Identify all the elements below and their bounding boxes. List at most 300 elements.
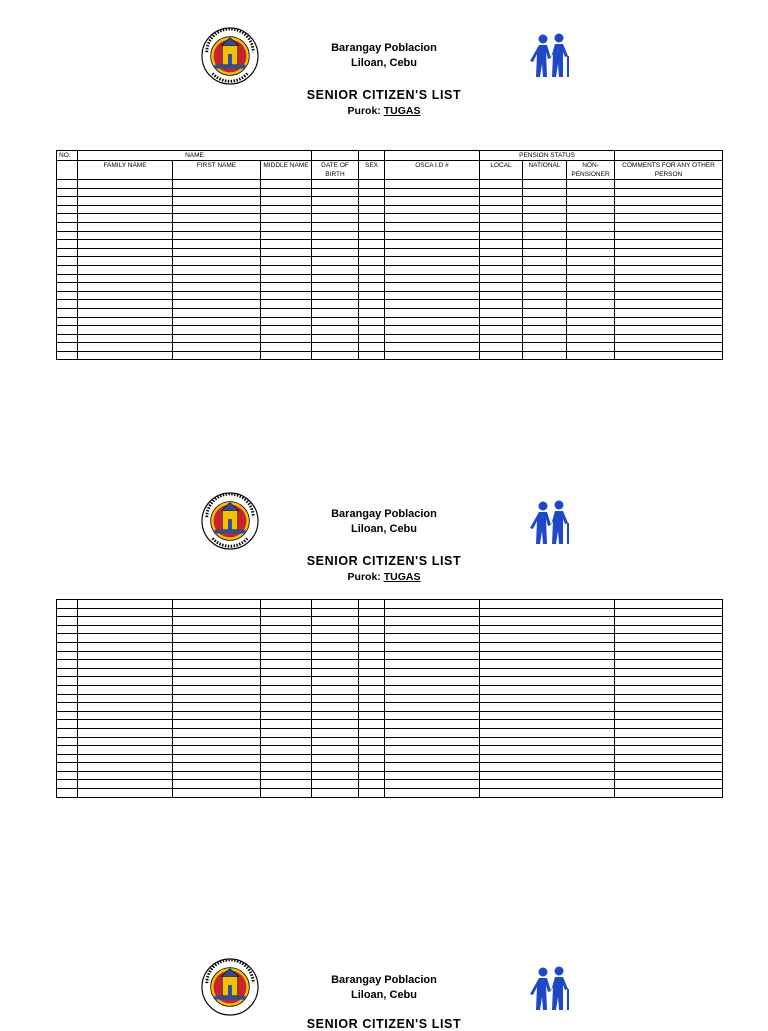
table-cell	[78, 720, 173, 729]
table-cell	[385, 608, 480, 617]
table-cell	[57, 257, 78, 266]
table-row	[57, 780, 723, 789]
table-cell	[173, 343, 261, 352]
table-cell	[173, 222, 261, 231]
table-cell	[78, 780, 173, 789]
table-cell	[261, 188, 312, 197]
table-cell	[57, 625, 78, 634]
table-cell	[312, 789, 359, 798]
table-cell	[312, 737, 359, 746]
table-cell	[173, 642, 261, 651]
table-cell	[261, 668, 312, 677]
table-cell	[615, 265, 723, 274]
table-cell	[359, 180, 385, 189]
table-cell	[567, 197, 615, 206]
table-cell	[312, 188, 359, 197]
table-row	[57, 771, 723, 780]
table-cell	[480, 600, 615, 609]
table-cell	[173, 668, 261, 677]
table-cell	[78, 188, 173, 197]
table-cell	[78, 754, 173, 763]
table-cell	[480, 677, 615, 686]
table-row	[57, 343, 723, 352]
table-cell	[480, 351, 523, 360]
table-cell	[523, 248, 567, 257]
table-cell	[261, 214, 312, 223]
table-cell	[261, 685, 312, 694]
table-cell	[359, 600, 385, 609]
table-row	[57, 694, 723, 703]
table-cell	[261, 694, 312, 703]
table-cell	[359, 257, 385, 266]
table-cell	[523, 214, 567, 223]
table-cell	[480, 617, 615, 626]
table-cell	[173, 617, 261, 626]
table-cell	[523, 343, 567, 352]
table-row	[57, 205, 723, 214]
senior-citizen-table	[56, 150, 723, 360]
table-cell	[359, 214, 385, 223]
table-cell	[57, 334, 78, 343]
table-cell	[261, 651, 312, 660]
table-cell	[173, 737, 261, 746]
header-no: NO.	[57, 151, 78, 161]
table-cell	[173, 728, 261, 737]
table-cell	[385, 283, 480, 292]
purok-value: TUGAS	[383, 105, 421, 117]
table-cell	[57, 222, 78, 231]
table-cell	[261, 197, 312, 206]
barangay-name: Barangay Poblacion	[331, 42, 437, 54]
table-cell	[359, 274, 385, 283]
table-cell	[359, 308, 385, 317]
table-cell	[385, 257, 480, 266]
list-title: SENIOR CITIZEN'S LIST	[306, 1017, 462, 1031]
municipal-seal-icon	[201, 492, 259, 550]
table-cell	[615, 617, 723, 626]
table-cell	[57, 694, 78, 703]
table-cell	[385, 660, 480, 669]
table-cell	[261, 763, 312, 772]
table-cell	[78, 608, 173, 617]
table-cell	[173, 300, 261, 309]
table-cell	[480, 737, 615, 746]
table-cell	[385, 291, 480, 300]
table-cell	[78, 334, 173, 343]
table-cell	[385, 180, 480, 189]
table-cell	[57, 317, 78, 326]
table-cell	[359, 746, 385, 755]
table-cell	[359, 343, 385, 352]
table-cell	[57, 754, 78, 763]
table-cell	[312, 317, 359, 326]
table-cell	[385, 240, 480, 249]
barangay-name: Barangay Poblacion	[331, 974, 437, 986]
table-row	[57, 651, 723, 660]
table-cell	[615, 789, 723, 798]
table-cell	[173, 694, 261, 703]
table-cell	[615, 326, 723, 335]
table-cell	[359, 608, 385, 617]
table-cell	[567, 343, 615, 352]
table-cell	[359, 728, 385, 737]
table-cell	[385, 188, 480, 197]
table-cell	[567, 283, 615, 292]
col-comments: COMMENTS FOR ANY OTHER PERSON	[615, 161, 723, 180]
table-cell	[261, 283, 312, 292]
table-cell	[57, 617, 78, 626]
table-cell	[173, 677, 261, 686]
table-cell	[173, 257, 261, 266]
table-cell	[480, 222, 523, 231]
table-cell	[57, 746, 78, 755]
table-cell	[173, 600, 261, 609]
table-cell	[385, 780, 480, 789]
table-cell	[78, 214, 173, 223]
table-cell	[173, 746, 261, 755]
table-cell	[567, 317, 615, 326]
col-non-pensioner: NON-PENSIONER	[567, 161, 615, 180]
table-cell	[57, 685, 78, 694]
table-cell	[312, 351, 359, 360]
table-cell	[567, 180, 615, 189]
table-cell	[173, 789, 261, 798]
table-cell	[480, 763, 615, 772]
table-cell	[567, 291, 615, 300]
table-row	[57, 291, 723, 300]
table-cell	[78, 291, 173, 300]
table-cell	[615, 317, 723, 326]
table-cell	[312, 197, 359, 206]
table-cell	[385, 634, 480, 643]
table-row	[57, 789, 723, 798]
table-cell	[312, 660, 359, 669]
table-cell	[480, 265, 523, 274]
table-cell	[57, 634, 78, 643]
table-cell	[78, 711, 173, 720]
table-cell	[57, 668, 78, 677]
table-cell	[359, 300, 385, 309]
table-cell	[57, 197, 78, 206]
table-cell	[615, 625, 723, 634]
table-cell	[480, 642, 615, 651]
table-cell	[78, 308, 173, 317]
table-cell	[57, 308, 78, 317]
table-cell	[261, 677, 312, 686]
table-cell	[261, 205, 312, 214]
table-cell	[359, 763, 385, 772]
table-cell	[480, 240, 523, 249]
table-cell	[615, 231, 723, 240]
municipality-name: Liloan, Cebu	[351, 57, 417, 69]
table-cell	[312, 214, 359, 223]
purok-line	[0, 571, 768, 583]
table-cell	[78, 625, 173, 634]
table-cell	[385, 300, 480, 309]
table-row	[57, 317, 723, 326]
table-row	[57, 763, 723, 772]
table-cell	[480, 694, 615, 703]
table-cell	[359, 240, 385, 249]
table-cell	[261, 617, 312, 626]
table-cell	[385, 763, 480, 772]
table-cell	[312, 274, 359, 283]
table-cell	[312, 205, 359, 214]
table-cell	[385, 265, 480, 274]
table-cell	[615, 248, 723, 257]
col-middle-name: MIDDLE NAME	[261, 161, 312, 180]
table-cell	[261, 343, 312, 352]
table-cell	[385, 214, 480, 223]
table-cell	[523, 222, 567, 231]
table-cell	[57, 600, 78, 609]
table-cell	[261, 771, 312, 780]
table-cell	[261, 711, 312, 720]
table-cell	[523, 317, 567, 326]
table-cell	[567, 222, 615, 231]
table-row	[57, 642, 723, 651]
col-date-of-birth: DATE OF BIRTH	[312, 161, 359, 180]
table-cell	[312, 600, 359, 609]
table-cell	[359, 231, 385, 240]
table-cell	[615, 685, 723, 694]
table-cell	[57, 728, 78, 737]
table-cell	[57, 291, 78, 300]
table-cell	[78, 240, 173, 249]
purok-label: Purok:	[347, 571, 384, 583]
table-cell	[312, 326, 359, 335]
table-cell	[173, 703, 261, 712]
table-cell	[359, 754, 385, 763]
table-cell	[78, 300, 173, 309]
table-cell	[261, 180, 312, 189]
table-cell	[523, 197, 567, 206]
table-row	[57, 214, 723, 223]
table-cell	[615, 668, 723, 677]
table-cell	[567, 326, 615, 335]
table-cell	[523, 274, 567, 283]
table-cell	[359, 677, 385, 686]
table-cell	[57, 771, 78, 780]
table-cell	[480, 746, 615, 755]
municipal-seal-icon	[201, 958, 259, 1016]
table-row	[57, 240, 723, 249]
table-row	[57, 351, 723, 360]
table-cell	[173, 283, 261, 292]
table-cell	[480, 300, 523, 309]
table-cell	[523, 205, 567, 214]
table-cell	[480, 283, 523, 292]
table-cell	[78, 197, 173, 206]
table-cell	[261, 703, 312, 712]
list-title: SENIOR CITIZEN'S LIST	[306, 554, 462, 568]
table-cell	[261, 720, 312, 729]
table-cell	[480, 711, 615, 720]
table-cell	[359, 685, 385, 694]
table-cell	[567, 240, 615, 249]
table-cell	[173, 754, 261, 763]
table-cell	[78, 771, 173, 780]
table-cell	[78, 728, 173, 737]
table-cell	[359, 771, 385, 780]
table-cell	[78, 257, 173, 266]
table-row	[57, 265, 723, 274]
table-cell	[480, 180, 523, 189]
table-cell	[385, 317, 480, 326]
table-cell	[523, 308, 567, 317]
table-cell	[615, 334, 723, 343]
table-cell	[312, 257, 359, 266]
table-cell	[480, 274, 523, 283]
table-cell	[261, 754, 312, 763]
table-row	[57, 746, 723, 755]
elderly-couple-icon	[515, 965, 579, 1011]
table-cell	[480, 343, 523, 352]
table-cell	[615, 205, 723, 214]
table-cell	[385, 351, 480, 360]
table-cell	[78, 685, 173, 694]
table-cell	[615, 660, 723, 669]
municipality-name: Liloan, Cebu	[351, 989, 417, 1001]
table-cell	[480, 231, 523, 240]
table-cell	[385, 231, 480, 240]
table-cell	[480, 308, 523, 317]
table-cell	[173, 685, 261, 694]
table-cell	[57, 789, 78, 798]
table-cell	[615, 600, 723, 609]
table-cell	[385, 746, 480, 755]
table-cell	[359, 634, 385, 643]
table-cell	[57, 763, 78, 772]
table-cell	[78, 205, 173, 214]
table-cell	[173, 711, 261, 720]
table-cell	[615, 780, 723, 789]
table-cell	[78, 677, 173, 686]
table-cell	[359, 642, 385, 651]
table-cell	[359, 737, 385, 746]
table-cell	[312, 763, 359, 772]
table-cell	[359, 668, 385, 677]
elderly-couple-icon	[515, 499, 579, 545]
table-cell	[312, 240, 359, 249]
table-cell	[78, 180, 173, 189]
table-cell	[57, 711, 78, 720]
table-cell	[480, 668, 615, 677]
table-cell	[261, 625, 312, 634]
table-cell	[480, 257, 523, 266]
municipal-seal-icon	[201, 27, 259, 85]
table-cell	[173, 180, 261, 189]
table-cell	[385, 617, 480, 626]
table-row	[57, 283, 723, 292]
table-cell	[261, 600, 312, 609]
table-cell	[261, 231, 312, 240]
table-cell	[567, 308, 615, 317]
table-row	[57, 728, 723, 737]
table-cell	[78, 231, 173, 240]
table-cell	[173, 231, 261, 240]
table-cell	[57, 343, 78, 352]
table-cell	[261, 240, 312, 249]
table-cell	[57, 677, 78, 686]
table-cell	[57, 351, 78, 360]
table-row	[57, 274, 723, 283]
table-cell	[57, 300, 78, 309]
table-cell	[615, 746, 723, 755]
table-cell	[57, 214, 78, 223]
header-pension-status: PENSION STATUS	[480, 151, 615, 161]
table-cell	[261, 728, 312, 737]
table-cell	[385, 651, 480, 660]
table-cell	[359, 703, 385, 712]
table-cell	[57, 660, 78, 669]
table-cell	[312, 300, 359, 309]
table-cell	[78, 694, 173, 703]
table-cell	[385, 668, 480, 677]
header-name-group: NAME	[78, 151, 312, 161]
table-cell	[615, 737, 723, 746]
table-cell	[173, 274, 261, 283]
table-cell	[480, 214, 523, 223]
table-cell	[480, 720, 615, 729]
table-cell	[261, 351, 312, 360]
table-cell	[567, 334, 615, 343]
table-cell	[359, 780, 385, 789]
table-cell	[567, 214, 615, 223]
table-cell	[385, 222, 480, 231]
table-cell	[480, 291, 523, 300]
table-cell	[567, 248, 615, 257]
table-row	[57, 685, 723, 694]
table-cell	[173, 197, 261, 206]
table-cell	[261, 248, 312, 257]
table-cell	[312, 608, 359, 617]
table-row	[57, 720, 723, 729]
table-cell	[312, 231, 359, 240]
table-cell	[312, 265, 359, 274]
table-cell	[359, 334, 385, 343]
table-cell	[480, 660, 615, 669]
table-cell	[312, 677, 359, 686]
table-cell	[359, 188, 385, 197]
table-cell	[385, 703, 480, 712]
table-cell	[173, 240, 261, 249]
table-cell	[57, 720, 78, 729]
table-cell	[480, 771, 615, 780]
table-cell	[57, 608, 78, 617]
table-cell	[78, 660, 173, 669]
municipality-name: Liloan, Cebu	[351, 523, 417, 535]
table-cell	[261, 326, 312, 335]
table-cell	[480, 754, 615, 763]
table-cell	[173, 205, 261, 214]
table-cell	[78, 617, 173, 626]
table-row	[57, 222, 723, 231]
table-row	[57, 257, 723, 266]
table-cell	[567, 188, 615, 197]
table-cell	[173, 720, 261, 729]
table-cell	[480, 326, 523, 335]
table-row	[57, 677, 723, 686]
table-cell	[523, 291, 567, 300]
table-cell	[78, 317, 173, 326]
table-cell	[359, 720, 385, 729]
table-cell	[523, 283, 567, 292]
table-cell	[57, 265, 78, 274]
table-cell	[359, 617, 385, 626]
table-cell	[173, 651, 261, 660]
table-cell	[312, 334, 359, 343]
